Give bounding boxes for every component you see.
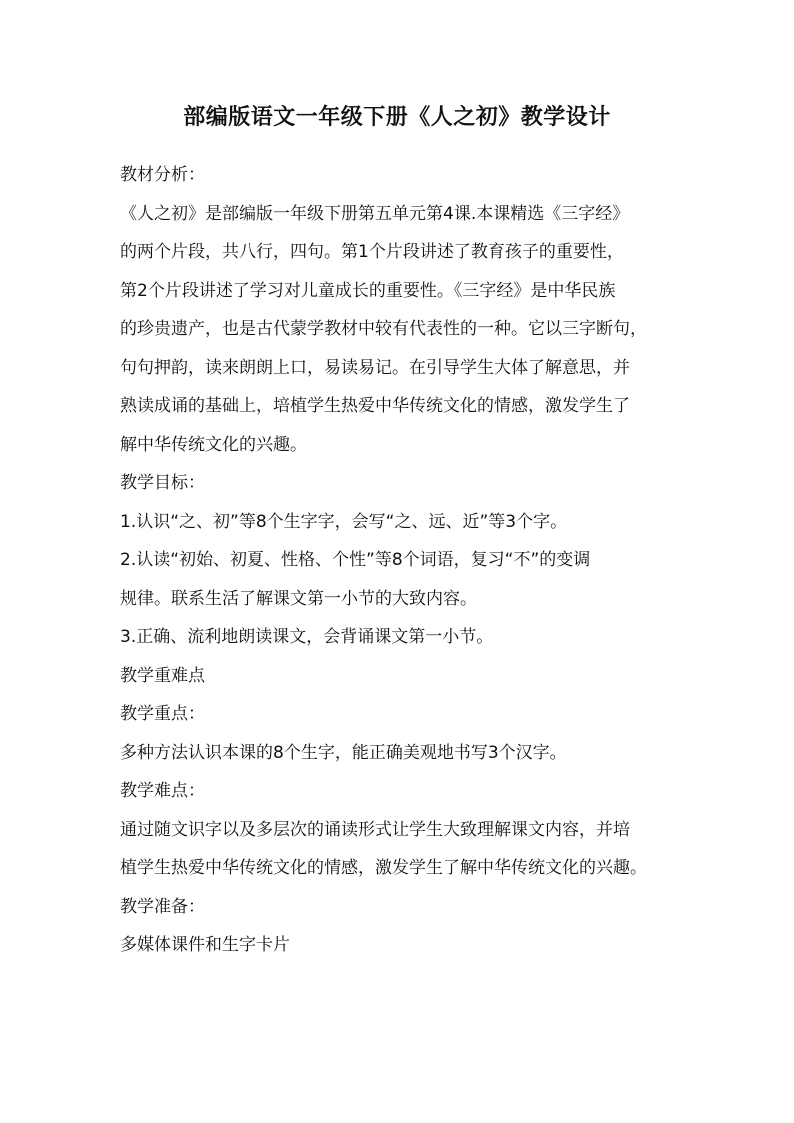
paragraph-line: 句句押韵，读来朗朗上口，易读易记。在引导学生大体了解意思，并: [120, 357, 630, 378]
goal-item-2: 2.认读“初始、初夏、性格、个性”等8个词语，复习“不”的变调: [120, 550, 591, 570]
paragraph-line: 的珍贵遗产，也是古代蒙学教材中较有代表性的一种。它以三字断句，: [120, 319, 647, 339]
paragraph-line: 的两个片段，共八行，四句。第1个片段讲述了教育孩子的重要性，: [120, 242, 624, 262]
goal-item-1: 1.认识“之、初”等8个生字字，会写“之、远、近”等3个字。: [120, 511, 568, 532]
section-heading-preparation: 教学准备：: [120, 896, 205, 917]
section-heading-key-points: 教学重点：: [120, 704, 205, 724]
goal-item-3: 3.正确、流利地朗读课文，会背诵课文第一小节。: [120, 627, 494, 647]
document-title: 部编版语文一年级下册《人之初》教学设计: [183, 105, 611, 130]
section-heading-difficult-points: 教学难点：: [120, 781, 205, 801]
difficult-point-line: 通过随文识字以及多层次的诵读形式让学生大致理解课文内容，并培: [120, 819, 630, 840]
preparation-text: 多媒体课件和生字卡片: [120, 935, 290, 955]
paragraph-line: 熟读成诵的基础上，培植学生热爱中华传统文化的情感，激发学生了: [120, 396, 630, 416]
document-body: [120, 156, 680, 965]
section-heading-material-analysis: 教材分析：: [120, 165, 205, 185]
paragraph-line: 《人之初》是部编版一年级下册第五单元第4课.本课精选《三字经》: [120, 203, 630, 224]
paragraph-line: 解中华传统文化的兴趣。: [120, 434, 307, 455]
section-heading-key-difficult-points: 教学重难点: [120, 665, 205, 686]
difficult-point-line: 植学生热爱中华传统文化的情感，激发学生了解中华传统文化的兴趣。: [120, 858, 647, 878]
paragraph-line: 第2个片段讲述了学习对儿童成长的重要性。《三字经》是中华民族: [120, 280, 616, 301]
section-heading-teaching-goals: 教学目标：: [120, 473, 205, 493]
goal-item-2-continued: 规律。联系生活了解课文第一小节的大致内容。: [120, 588, 477, 609]
key-point-text: 多种方法认识本课的8个生字，能正确美观地书写3个汉字。: [120, 742, 567, 763]
